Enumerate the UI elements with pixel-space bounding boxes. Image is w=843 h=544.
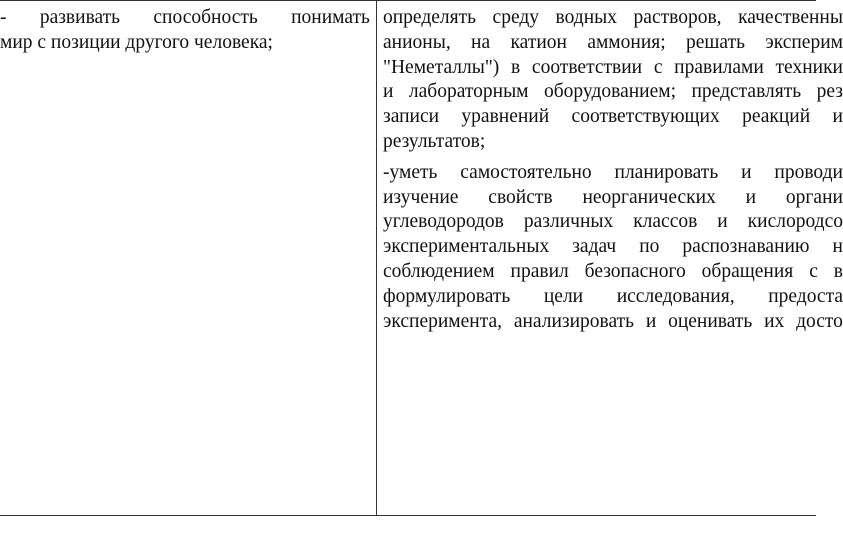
- table-top-border: [0, 0, 816, 1]
- text-line: экспериментальных задач по распознаванию н: [383, 236, 843, 258]
- text-line: мир с позиции другого человека;: [0, 31, 273, 53]
- text-line: - развивать способность понимать: [0, 7, 370, 28]
- text-line: углеводородов различных классов и кислородсо: [383, 211, 843, 233]
- table-cell-right: [383, 6, 843, 334]
- text-line: эксперимента, анализировать и оценивать их досто: [383, 310, 843, 332]
- table-bottom-border: [0, 515, 816, 516]
- text-line: формулировать цели исследования, предоста: [383, 285, 843, 307]
- paragraph-1: [383, 6, 843, 155]
- text-line: и лабораторным оборудованием; представлять рез: [383, 81, 843, 103]
- text-line: записи уравнений соответствующих реакций и: [383, 106, 843, 128]
- text-line: -уметь самостоятельно планировать и проводи: [383, 161, 843, 183]
- table-column-divider: [376, 0, 377, 516]
- text-line: изучение свойств неорганических и органи: [383, 186, 843, 208]
- paragraph-2: [383, 161, 843, 335]
- text-line: результатов;: [383, 130, 486, 152]
- text-line: соблюдением правил безопасного обращения с в: [383, 260, 843, 282]
- table-cell-left: [0, 6, 370, 56]
- text-line: анионы, на катион аммония; решать эксперим: [383, 31, 843, 53]
- text-line: определять среду водных растворов, качественны: [383, 7, 843, 28]
- text-line: "Неметаллы") в соответствии с правилами техники: [383, 56, 843, 78]
